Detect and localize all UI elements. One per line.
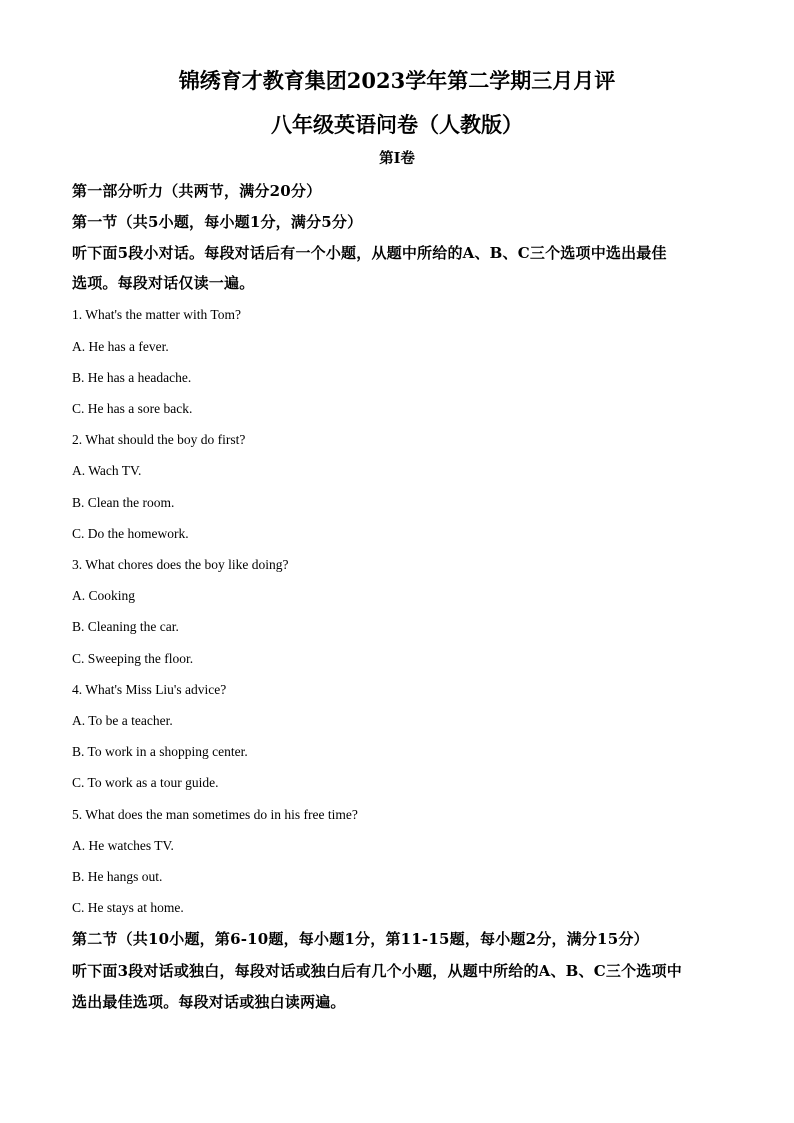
- question-3-option-c: C. Sweeping the floor.: [72, 651, 194, 666]
- section1-instruction-line1: 听下面5段小对话。每段对话后有一个小题，从题中所给的A、B、C三个选项中选出最佳: [72, 244, 667, 262]
- section1-instruction-line2: 选项。每段对话仅读一遍。: [72, 274, 255, 292]
- question-2-option-c: C. Do the homework.: [72, 526, 189, 541]
- section2-instruction-line2: 选出最佳选项。每段对话或独白读两遍。: [72, 993, 346, 1011]
- question-2-stem: 2. What should the boy do first?: [72, 432, 246, 447]
- question-1-option-c: C. He has a sore back.: [72, 401, 193, 416]
- question-5-option-c: C. He stays at home.: [72, 900, 184, 915]
- question-4-option-b: B. To work in a shopping center.: [72, 744, 248, 759]
- question-3-stem: 3. What chores does the boy like doing?: [72, 557, 289, 572]
- question-5-option-b: B. He hangs out.: [72, 869, 163, 884]
- section1-heading: 第一节（共5小题，每小题1分，满分5分）: [72, 213, 363, 231]
- question-2-option-b: B. Clean the room.: [72, 495, 175, 510]
- question-3-option-a: A. Cooking: [72, 588, 136, 603]
- question-4-option-a: A. To be a teacher.: [72, 713, 173, 728]
- question-1-stem: 1. What's the matter with Tom?: [72, 307, 241, 322]
- question-2-option-a: A. Wach TV.: [72, 463, 142, 478]
- question-1-option-a: A. He has a fever.: [72, 339, 169, 354]
- volume-label: 第I卷: [379, 150, 415, 167]
- exam-title: 锦绣育才教育集团2023学年第二学期三月月评: [178, 68, 616, 93]
- question-5-stem: 5. What does the man sometimes do in his free time?: [72, 807, 358, 822]
- question-5-option-a: A. He watches TV.: [72, 838, 174, 853]
- question-1-option-b: B. He has a headache.: [72, 370, 192, 385]
- exam-subtitle: 八年级英语问卷（人教版）: [271, 112, 523, 137]
- section2-heading: 第二节（共10小题，第6-10题，每小题1分，第11-15题，每小题2分，满分15分）: [72, 930, 649, 948]
- part1-heading: 第一部分听力（共两节，满分20分）: [72, 182, 322, 200]
- question-4-option-c: C. To work as a tour guide.: [72, 775, 219, 790]
- question-3-option-b: B. Cleaning the car.: [72, 619, 179, 634]
- section2-instruction-line1: 听下面3段对话或独白，每段对话或独白后有几个小题，从题中所给的A、B、C三个选项中: [72, 962, 682, 980]
- question-4-stem: 4. What's Miss Liu's advice?: [72, 682, 227, 697]
